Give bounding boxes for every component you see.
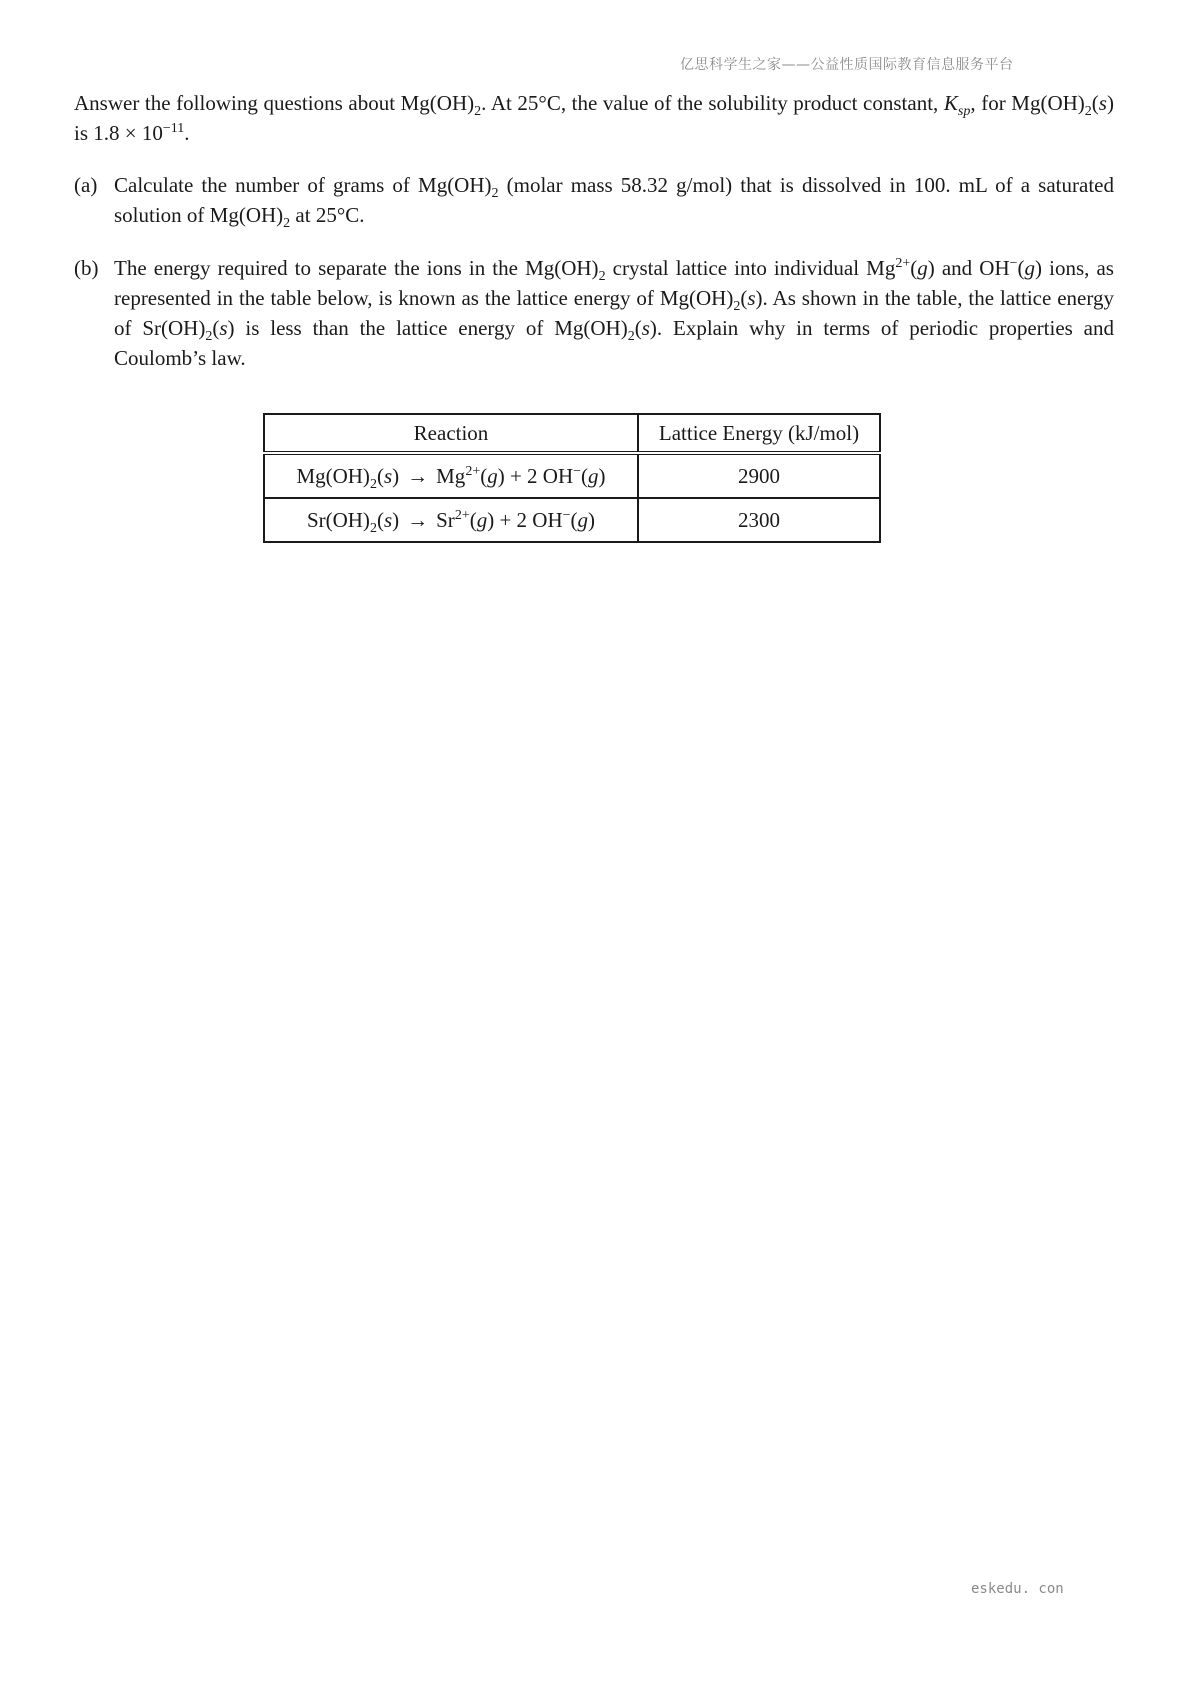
text-run: ) [598,463,606,488]
intro-text: . [184,121,190,145]
intro-text: , for Mg(OH) [970,91,1085,115]
text-run: ( [1017,256,1025,280]
state-symbol: s [1098,91,1107,115]
state-symbol: g [917,256,928,280]
ksp-subscript: sp [957,104,971,120]
text-run: ( [570,507,578,532]
text-run: ( [740,286,748,310]
state-symbol: s [219,316,228,340]
text-run: ) [588,507,596,532]
question-b-label: (b) [74,256,99,280]
superscript: − [1009,256,1018,271]
text-run: ( [469,507,477,532]
text-run: Calculate the number of grams of Mg(OH) [114,173,492,197]
superscript: 2+ [895,256,911,271]
subscript: 2 [491,186,499,202]
header-watermark-text: 亿思科学生之家——公益性质国际教育信息服务平台 [680,57,1014,73]
superscript: − [562,507,571,523]
text-run: at 25°C. [290,203,365,227]
superscript: − [573,463,582,479]
state-symbol: s [747,286,756,310]
text-run: ( [910,256,918,280]
question-a-text [114,170,1114,230]
text-run: ). Explain why in terms of periodic properties and Coulomb’s law. [114,316,1115,370]
state-symbol: g [487,463,498,488]
reaction-cell [264,453,638,498]
text-run: crystal lattice into individual Mg [605,256,896,280]
intro-text: Answer the following questions about Mg(OH) [74,91,475,115]
text-run: Sr [436,507,455,532]
reaction-cell [264,498,638,542]
lattice-energy-value: 2900 [638,453,880,498]
table-row [264,498,880,542]
header-reaction: Reaction [264,414,638,453]
question-b-text [114,253,1114,373]
text-run: ( [480,463,488,488]
text-run: The energy required to separate the ions in the Mg(OH) [114,256,599,280]
state-symbol: s [383,507,393,532]
intro-text: ) is 1.8 × 10 [74,91,1114,145]
text-run: ) is less than the lattice energy of Mg(OH) [227,316,628,340]
subscript: 2 [369,476,377,492]
state-symbol: g [577,507,589,532]
subscript: 2 [283,216,291,232]
text-run: ) and OH [927,256,1010,280]
arrow-icon: → [407,507,429,532]
subscript: 2 [474,104,482,120]
superscript: 2+ [454,507,470,523]
state-symbol: s [383,463,393,488]
text-run: ) + 2 OH [487,507,563,532]
text-run: ) [392,463,400,488]
footer-watermark-text: eskedu. con [971,1581,1064,1597]
text-run: (molar mass 58.32 g/mol) that is dissolved in 100. mL of a saturated solution of Mg(OH) [114,173,1114,227]
header-lattice-energy: Lattice Energy (kJ/mol) [638,414,880,453]
text-run: ). As shown in the table, the lattice energy of Sr(OH) [114,286,1114,340]
arrow-icon: → [407,463,429,488]
subscript: 2 [598,269,606,285]
state-symbol: g [1024,256,1036,280]
lattice-energy-value: 2300 [638,498,880,542]
question-a [74,170,1114,230]
text-run: ( [581,463,589,488]
state-symbol: g [588,463,599,488]
state-symbol: g [476,507,488,532]
text-run: ( [212,316,220,340]
subscript: 2 [369,520,377,536]
superscript: 2+ [465,463,481,479]
table-header-row [264,414,880,453]
intro-paragraph [74,88,1114,148]
lattice-energy-table [263,413,881,543]
text-run: Sr(OH) [306,507,370,532]
text-run: ) [392,507,400,532]
intro-text: . At 25°C, the value of the solubility product constant, [481,91,944,115]
subscript: 2 [205,329,213,345]
subscript: 2 [733,299,741,315]
question-b [74,253,1114,373]
text-run: ) + 2 OH [497,463,574,488]
subscript: 2 [1084,104,1092,120]
text-run: Mg [436,463,466,488]
text-run: ( [376,463,384,488]
text-run: ) ions, as represented in the table below, is known as the lattice energy of Mg(OH) [114,256,1114,310]
text-run: Mg(OH) [296,463,370,488]
exponent: −11 [162,121,185,136]
question-a-label: (a) [74,173,98,197]
intro-text: ( [1091,91,1099,115]
state-symbol: s [641,316,650,340]
text-run: ( [376,507,384,532]
subscript: 2 [627,329,635,345]
table-row [264,453,880,498]
text-run: ( [634,316,642,340]
ksp-symbol: K [943,91,958,115]
question-document [74,88,1114,396]
